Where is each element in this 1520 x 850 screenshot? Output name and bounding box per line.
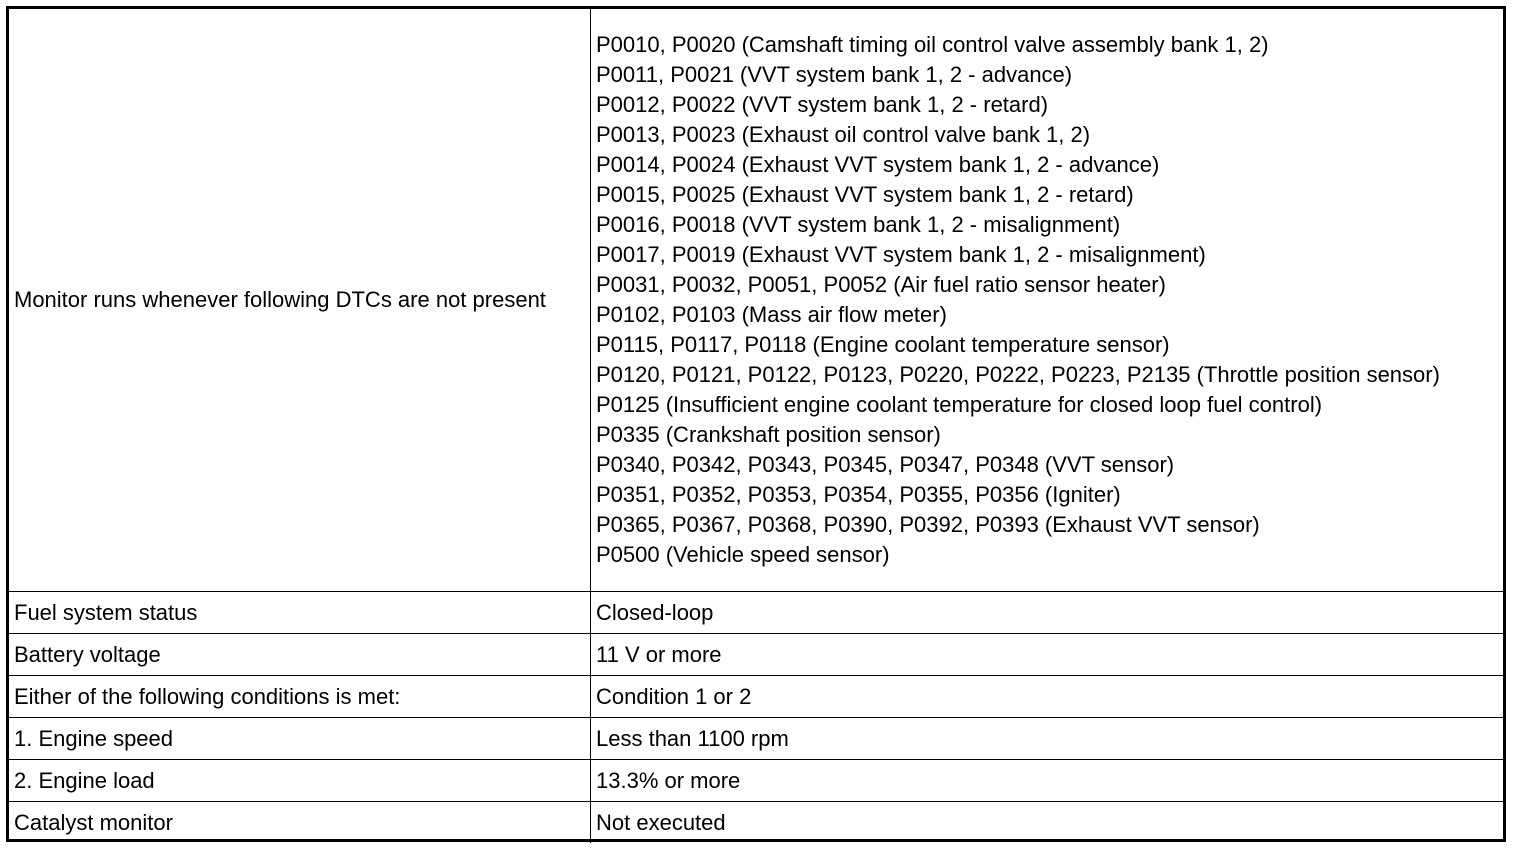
table-row bbox=[9, 9, 1503, 592]
table-row bbox=[9, 760, 1503, 802]
dtc-line: P0335 (Crankshaft position sensor) bbox=[596, 422, 941, 447]
row-value: Not executed bbox=[591, 802, 1504, 844]
dtc-line: P0500 (Vehicle speed sensor) bbox=[596, 542, 890, 567]
table-row bbox=[9, 676, 1503, 718]
row-label: Either of the following conditions is met: bbox=[9, 676, 591, 718]
dtc-line: P0012, P0022 (VVT system bank 1, 2 - retard) bbox=[596, 92, 1049, 117]
dtc-line: P0011, P0021 (VVT system bank 1, 2 - advance) bbox=[596, 62, 1073, 87]
dtc-line: P0013, P0023 (Exhaust oil control valve bank 1, 2) bbox=[596, 122, 1091, 147]
table-row bbox=[9, 592, 1503, 634]
table-row bbox=[9, 718, 1503, 760]
dtc-line: P0014, P0024 (Exhaust VVT system bank 1, 2 - advance) bbox=[596, 152, 1160, 177]
dtc-line: P0017, P0019 (Exhaust VVT system bank 1, 2 - misalignment) bbox=[596, 242, 1206, 267]
row-value: 13.3% or more bbox=[591, 760, 1504, 802]
row-label: 1. Engine speed bbox=[9, 718, 591, 760]
row-value: 11 V or more bbox=[591, 634, 1504, 676]
row-label: Battery voltage bbox=[9, 634, 591, 676]
conditions-table bbox=[9, 9, 1503, 843]
row-label: Monitor runs whenever following DTCs are not present bbox=[9, 9, 591, 592]
dtc-line: P0125 (Insufficient engine coolant temperature for closed loop fuel control) bbox=[596, 392, 1323, 417]
dtc-line: P0365, P0367, P0368, P0390, P0392, P0393 (Exhaust VVT sensor) bbox=[596, 512, 1260, 537]
table-row bbox=[9, 802, 1503, 844]
dtc-line: P0120, P0121, P0122, P0123, P0220, P0222, P0223, P2135 (Throttle position sensor) bbox=[596, 362, 1440, 387]
dtc-list bbox=[591, 9, 1504, 592]
dtc-line: P0016, P0018 (VVT system bank 1, 2 - misalignment) bbox=[596, 212, 1121, 237]
dtc-line: P0031, P0032, P0051, P0052 (Air fuel ratio sensor heater) bbox=[596, 272, 1166, 297]
row-label: Fuel system status bbox=[9, 592, 591, 634]
row-value: Less than 1100 rpm bbox=[591, 718, 1504, 760]
dtc-line: P0351, P0352, P0353, P0354, P0355, P0356 (Igniter) bbox=[596, 482, 1121, 507]
dtc-line: P0340, P0342, P0343, P0345, P0347, P0348 (VVT sensor) bbox=[596, 452, 1175, 477]
conditions-table-frame bbox=[6, 6, 1506, 842]
row-value: Condition 1 or 2 bbox=[591, 676, 1504, 718]
dtc-line: P0115, P0117, P0118 (Engine coolant temperature sensor) bbox=[596, 332, 1170, 357]
row-value: Closed-loop bbox=[591, 592, 1504, 634]
table-row bbox=[9, 634, 1503, 676]
row-label: 2. Engine load bbox=[9, 760, 591, 802]
dtc-line: P0010, P0020 (Camshaft timing oil control valve assembly bank 1, 2) bbox=[596, 32, 1269, 57]
row-label: Catalyst monitor bbox=[9, 802, 591, 844]
dtc-line: P0015, P0025 (Exhaust VVT system bank 1, 2 - retard) bbox=[596, 182, 1134, 207]
dtc-line: P0102, P0103 (Mass air flow meter) bbox=[596, 302, 947, 327]
